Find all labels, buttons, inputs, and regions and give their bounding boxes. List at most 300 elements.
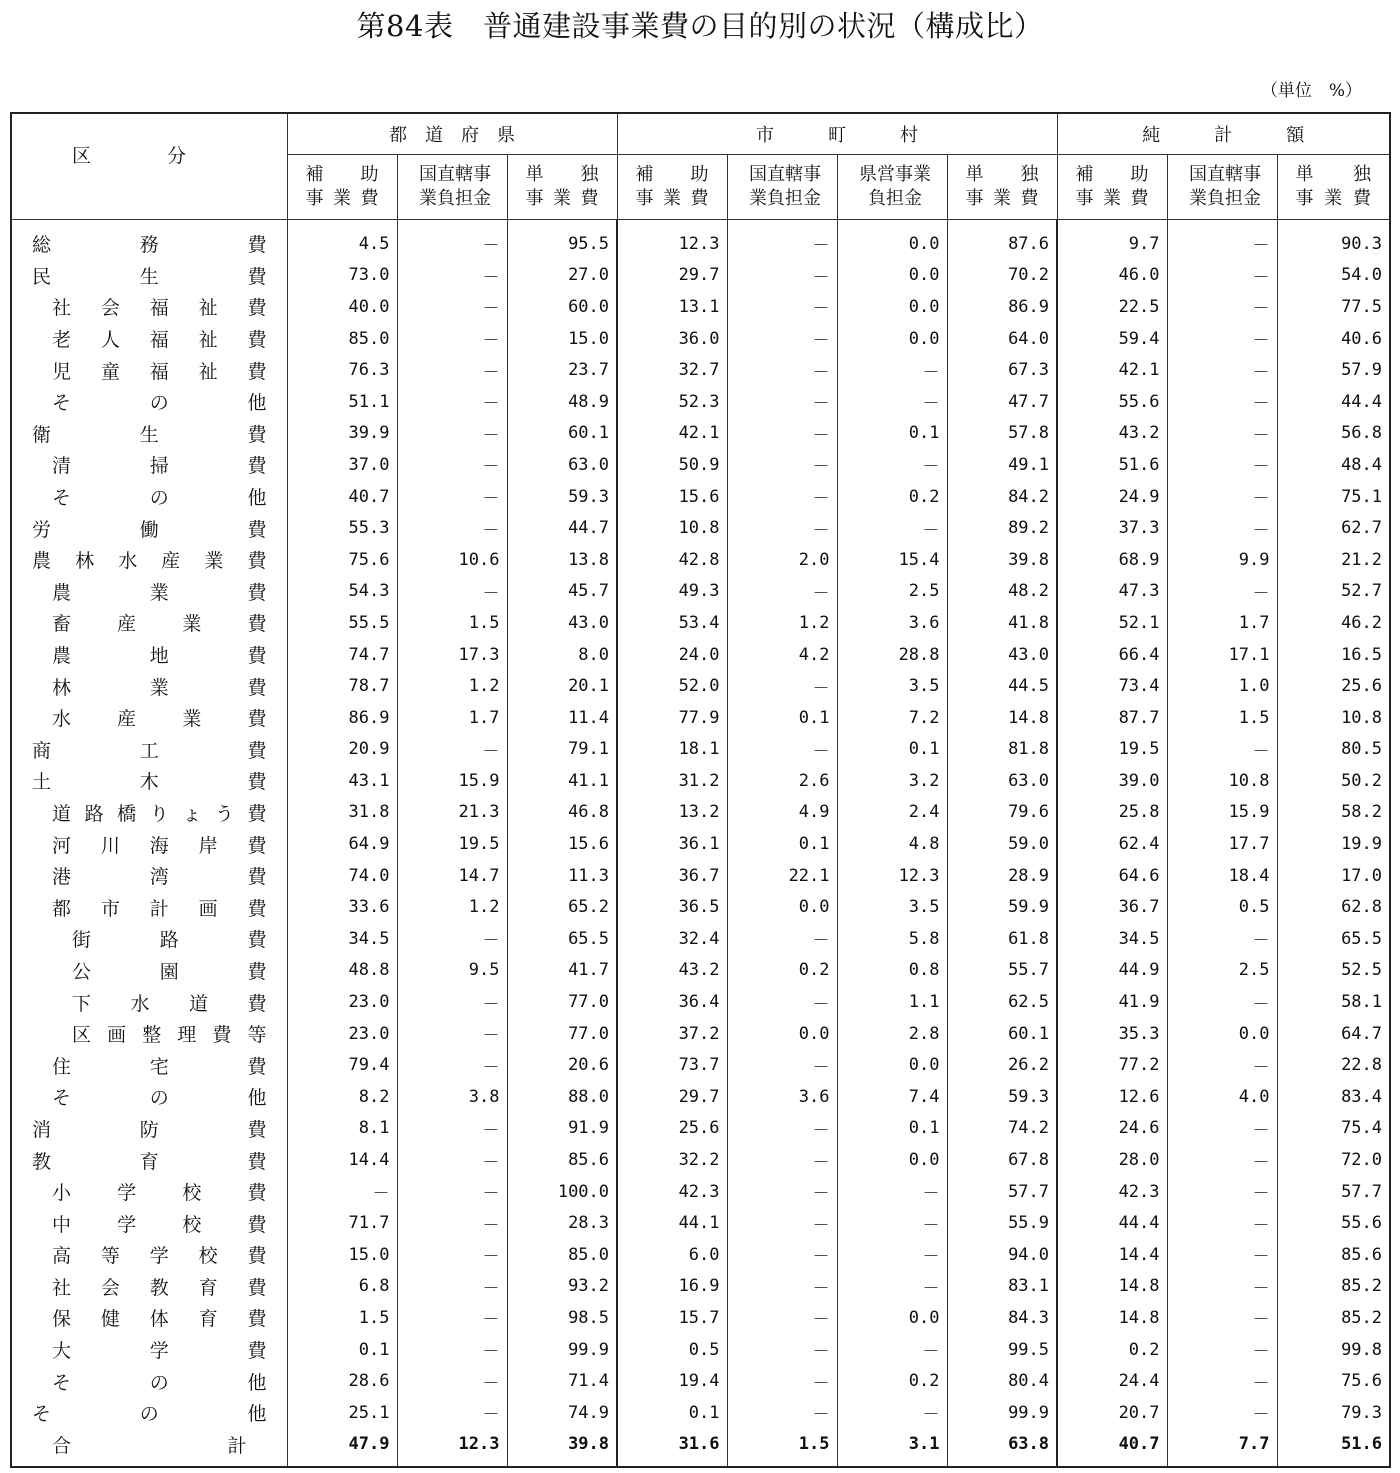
value-cell: 73.7 — [617, 1049, 727, 1081]
row-label-char: 港 — [52, 866, 72, 889]
row-label — [52, 704, 267, 731]
value-cell: 61.8 — [947, 923, 1057, 955]
table-row — [11, 354, 1390, 386]
table-row — [11, 1302, 1390, 1334]
row-label — [52, 578, 267, 605]
row-label-char: 費 — [247, 423, 267, 446]
row-label-char: 宅 — [149, 1055, 169, 1078]
value-cell: 57.9 — [1277, 354, 1390, 386]
row-label-char: 区 — [72, 1024, 92, 1047]
value-cell: 51.6 — [1277, 1429, 1390, 1468]
value-cell: － — [727, 1113, 837, 1145]
row-label-char: 生 — [139, 265, 159, 288]
value-cell: 0.0 — [727, 891, 837, 923]
value-cell: 3.8 — [397, 1081, 507, 1113]
value-cell: 8.2 — [287, 1081, 397, 1113]
value-cell: 44.4 — [1277, 386, 1390, 418]
value-cell: 55.9 — [947, 1207, 1057, 1239]
row-label-char: 育 — [139, 1150, 159, 1173]
table-row — [11, 260, 1390, 292]
row-label-char: 保 — [52, 1308, 72, 1331]
table-row — [11, 323, 1390, 355]
row-label-char: 街 — [72, 929, 92, 952]
row-label-char: そ — [52, 487, 72, 510]
value-cell: － — [837, 1176, 947, 1208]
value-cell: 57.7 — [1277, 1176, 1390, 1208]
value-cell: 22.1 — [727, 860, 837, 892]
row-label-char: 畜 — [52, 613, 72, 636]
value-cell: 23.7 — [507, 354, 617, 386]
value-cell: 75.6 — [287, 544, 397, 576]
row-label-cell — [11, 291, 287, 323]
group-label-net: 純 計 額 — [1142, 125, 1305, 146]
row-label — [32, 420, 267, 447]
value-cell: 1.7 — [397, 702, 507, 734]
value-cell: 71.4 — [507, 1365, 617, 1397]
value-cell: 52.3 — [617, 386, 727, 418]
value-cell: 36.7 — [617, 860, 727, 892]
value-cell: 37.3 — [1057, 512, 1167, 544]
value-cell: 7.7 — [1167, 1429, 1277, 1468]
value-cell: － — [1167, 220, 1277, 260]
value-cell: 47.3 — [1057, 576, 1167, 608]
value-cell: － — [1167, 1239, 1277, 1271]
value-cell: 77.0 — [507, 986, 617, 1018]
value-cell: － — [837, 1271, 947, 1303]
row-label-char: 費 — [247, 708, 267, 731]
row-label-char: 高 — [52, 1245, 72, 1268]
row-label-char: 福 — [149, 329, 169, 352]
row-label-char: 他 — [247, 1087, 267, 1110]
row-label-char: 水 — [52, 708, 72, 731]
row-label-char: 林 — [75, 550, 95, 573]
value-cell: 18.1 — [617, 734, 727, 766]
row-label-cell — [11, 544, 287, 576]
row-label-cell — [11, 449, 287, 481]
value-cell: 79.6 — [947, 797, 1057, 829]
row-label-char: 大 — [52, 1340, 72, 1363]
table-row — [11, 449, 1390, 481]
value-cell: 47.9 — [287, 1429, 397, 1468]
value-cell: 32.7 — [617, 354, 727, 386]
value-cell: 99.5 — [947, 1334, 1057, 1366]
value-cell: 14.8 — [1057, 1302, 1167, 1334]
value-cell: 14.4 — [287, 1144, 397, 1176]
table-row — [11, 481, 1390, 513]
value-cell: 74.9 — [507, 1397, 617, 1429]
value-cell: 19.5 — [1057, 734, 1167, 766]
value-cell: － — [727, 1176, 837, 1208]
row-label-char: 他 — [247, 1371, 267, 1394]
row-label — [52, 1083, 267, 1110]
row-label-char: 会 — [100, 1276, 120, 1299]
value-cell: － — [397, 1365, 507, 1397]
value-cell: 14.8 — [1057, 1271, 1167, 1303]
row-label-char: 費 — [247, 866, 267, 889]
value-cell: 48.8 — [287, 955, 397, 987]
value-cell: 0.1 — [727, 702, 837, 734]
row-label — [52, 388, 267, 415]
value-cell: 22.5 — [1057, 291, 1167, 323]
value-cell: 5.8 — [837, 923, 947, 955]
row-label-char: 費 — [247, 518, 267, 541]
value-cell: 37.0 — [287, 449, 397, 481]
row-label-char: 費 — [247, 771, 267, 794]
value-cell: 89.2 — [947, 512, 1057, 544]
row-label-cell — [11, 354, 287, 386]
row-label-cell — [11, 1176, 287, 1208]
value-cell: 34.5 — [287, 923, 397, 955]
value-cell: 44.4 — [1057, 1207, 1167, 1239]
row-label-cell — [11, 765, 287, 797]
value-cell: 59.3 — [507, 481, 617, 513]
value-cell: － — [1167, 1144, 1277, 1176]
row-label-char: 理 — [177, 1024, 197, 1047]
column-header — [1277, 155, 1390, 220]
row-label-char: 費 — [247, 1213, 267, 1236]
value-cell: 41.9 — [1057, 986, 1167, 1018]
value-cell: － — [397, 418, 507, 450]
value-cell: 1.0 — [1167, 670, 1277, 702]
row-label-char: 土 — [32, 771, 52, 794]
row-label — [52, 325, 267, 352]
row-label-char: 学 — [149, 1340, 169, 1363]
row-label — [32, 546, 267, 573]
row-label-char: 教 — [32, 1150, 52, 1173]
value-cell: 75.1 — [1277, 481, 1390, 513]
value-cell: 41.8 — [947, 607, 1057, 639]
value-cell: 73.0 — [287, 260, 397, 292]
row-label-char: 費 — [247, 455, 267, 478]
value-cell: 77.2 — [1057, 1049, 1167, 1081]
value-cell: 0.2 — [727, 955, 837, 987]
value-cell: 4.8 — [837, 828, 947, 860]
row-label-cell — [11, 639, 287, 671]
row-label — [52, 894, 267, 921]
value-cell: 45.7 — [507, 576, 617, 608]
value-cell: 42.1 — [617, 418, 727, 450]
row-label-char: 業 — [204, 550, 224, 573]
row-label-char: 水 — [130, 992, 150, 1015]
column-header-line: 事業費 — [525, 188, 599, 209]
value-cell: 29.7 — [617, 260, 727, 292]
value-cell: 52.1 — [1057, 607, 1167, 639]
row-label-char: 等 — [100, 1245, 120, 1268]
value-cell: 57.8 — [947, 418, 1057, 450]
value-cell: 28.6 — [287, 1365, 397, 1397]
value-cell: 1.2 — [397, 670, 507, 702]
value-cell: 55.6 — [1277, 1207, 1390, 1239]
row-label — [32, 767, 267, 794]
value-cell: 0.1 — [617, 1397, 727, 1429]
row-label-cell — [11, 1113, 287, 1145]
value-cell: 13.2 — [617, 797, 727, 829]
row-label — [72, 957, 267, 984]
value-cell: 52.5 — [1277, 955, 1390, 987]
value-cell: 77.9 — [617, 702, 727, 734]
value-cell: 3.6 — [837, 607, 947, 639]
row-label-char: 費 — [247, 297, 267, 320]
table-row — [11, 828, 1390, 860]
row-label-char: 林 — [52, 676, 72, 699]
value-cell: － — [1167, 986, 1277, 1018]
group-label-pref: 都 道 府 県 — [389, 125, 515, 146]
value-cell: － — [727, 1144, 837, 1176]
value-cell: 62.7 — [1277, 512, 1390, 544]
value-cell: 71.7 — [287, 1207, 397, 1239]
row-label-char: そ — [52, 392, 72, 415]
value-cell: 88.0 — [507, 1081, 617, 1113]
value-cell: 19.5 — [397, 828, 507, 860]
value-cell: 57.7 — [947, 1176, 1057, 1208]
value-cell: － — [727, 260, 837, 292]
value-cell: 1.5 — [287, 1302, 397, 1334]
value-cell: 49.1 — [947, 449, 1057, 481]
row-label — [32, 1147, 267, 1174]
value-cell: 17.7 — [1167, 828, 1277, 860]
row-label-cell — [11, 323, 287, 355]
row-label-cell — [11, 670, 287, 702]
row-label-char: 整 — [142, 1024, 162, 1047]
row-label-char: 産 — [161, 550, 181, 573]
row-label-char: う — [214, 802, 234, 825]
row-label — [52, 1241, 267, 1268]
value-cell: － — [727, 986, 837, 1018]
value-cell: 59.3 — [947, 1081, 1057, 1113]
value-cell: 4.5 — [287, 220, 397, 260]
table-row — [11, 1081, 1390, 1113]
value-cell: － — [1167, 1113, 1277, 1145]
row-label-cell — [11, 1397, 287, 1429]
value-cell: 15.6 — [617, 481, 727, 513]
value-cell: 59.0 — [947, 828, 1057, 860]
row-label — [52, 451, 267, 478]
row-label-cell — [11, 1271, 287, 1303]
row-label-char: 農 — [52, 645, 72, 668]
value-cell: 4.9 — [727, 797, 837, 829]
column-header-line: 単 独 — [1295, 164, 1372, 185]
value-cell: 60.1 — [947, 1018, 1057, 1050]
row-label-cell — [11, 607, 287, 639]
row-label-char: 消 — [32, 1118, 52, 1141]
value-cell: － — [1167, 1271, 1277, 1303]
row-label-char: 費 — [247, 802, 267, 825]
row-label-char: 工 — [139, 739, 159, 762]
row-label — [52, 831, 267, 858]
row-label-char: 路 — [84, 802, 104, 825]
value-cell: － — [727, 323, 837, 355]
value-cell: 50.9 — [617, 449, 727, 481]
column-header-line: 補 助 — [1075, 164, 1149, 185]
value-cell: 37.2 — [617, 1018, 727, 1050]
value-cell: 1.2 — [397, 891, 507, 923]
group-label-muni: 市 町 村 — [756, 125, 919, 146]
value-cell: 24.9 — [1057, 481, 1167, 513]
value-cell: 64.9 — [287, 828, 397, 860]
value-cell: － — [397, 512, 507, 544]
row-label-char: 木 — [139, 771, 159, 794]
value-cell: 48.9 — [507, 386, 617, 418]
column-header-line: 業負担金 — [419, 188, 491, 209]
row-label-char: 農 — [32, 550, 52, 573]
value-cell: 48.2 — [947, 576, 1057, 608]
value-cell: 76.3 — [287, 354, 397, 386]
row-label-char: 計 — [227, 1434, 247, 1457]
value-cell: 87.7 — [1057, 702, 1167, 734]
value-cell: 79.4 — [287, 1049, 397, 1081]
value-cell: 70.2 — [947, 260, 1057, 292]
column-header-line: 事業費 — [1075, 188, 1149, 209]
row-label — [52, 293, 267, 320]
value-cell: 0.2 — [1057, 1334, 1167, 1366]
row-label-char: 童 — [100, 360, 120, 383]
value-cell: 99.8 — [1277, 1334, 1390, 1366]
value-cell: 85.2 — [1277, 1271, 1390, 1303]
value-cell: － — [1167, 481, 1277, 513]
value-cell: 98.5 — [507, 1302, 617, 1334]
row-label — [52, 799, 267, 826]
row-label-char: 清 — [52, 455, 72, 478]
row-label-char: 費 — [247, 234, 267, 257]
row-label-char: 橋 — [117, 802, 137, 825]
value-cell: 43.0 — [947, 639, 1057, 671]
value-cell: 62.4 — [1057, 828, 1167, 860]
value-cell: 39.0 — [1057, 765, 1167, 797]
value-cell: 27.0 — [507, 260, 617, 292]
row-label-char: 都 — [52, 897, 72, 920]
value-cell: 11.4 — [507, 702, 617, 734]
table-row — [11, 576, 1390, 608]
value-cell: 36.4 — [617, 986, 727, 1018]
row-label-char: 総 — [32, 234, 52, 257]
value-cell: 2.0 — [727, 544, 837, 576]
value-cell: 20.9 — [287, 734, 397, 766]
column-header — [287, 155, 397, 220]
group-header-net — [1057, 113, 1390, 155]
value-cell: － — [397, 291, 507, 323]
value-cell: 4.0 — [1167, 1081, 1277, 1113]
value-cell: － — [1167, 449, 1277, 481]
value-cell: － — [397, 354, 507, 386]
value-cell: － — [727, 1049, 837, 1081]
table-row — [11, 1144, 1390, 1176]
value-cell: － — [1167, 323, 1277, 355]
row-label-char: 産 — [117, 708, 137, 731]
value-cell: 10.8 — [617, 512, 727, 544]
value-cell: 53.4 — [617, 607, 727, 639]
value-cell: 20.7 — [1057, 1397, 1167, 1429]
value-cell: 36.1 — [617, 828, 727, 860]
value-cell: 3.1 — [837, 1429, 947, 1468]
value-cell: 63.8 — [947, 1429, 1057, 1468]
column-header — [507, 155, 617, 220]
value-cell: 8.0 — [507, 639, 617, 671]
row-label — [52, 1178, 267, 1205]
row-label-char: 市 — [100, 897, 120, 920]
value-cell: － — [397, 1049, 507, 1081]
value-cell: 58.2 — [1277, 797, 1390, 829]
value-cell: 28.3 — [507, 1207, 617, 1239]
value-cell: 15.7 — [617, 1302, 727, 1334]
row-label-cell — [11, 220, 287, 260]
table-row — [11, 1334, 1390, 1366]
value-cell: 0.2 — [837, 481, 947, 513]
column-header-line: 業負担金 — [1189, 188, 1262, 209]
value-cell: 52.0 — [617, 670, 727, 702]
value-cell: 36.5 — [617, 891, 727, 923]
value-cell: 91.9 — [507, 1113, 617, 1145]
value-cell: 0.0 — [837, 323, 947, 355]
value-cell: 65.5 — [507, 923, 617, 955]
row-label-cell — [11, 1334, 287, 1366]
value-cell: － — [727, 1334, 837, 1366]
value-cell: 10.8 — [1167, 765, 1277, 797]
value-cell: 59.4 — [1057, 323, 1167, 355]
value-cell: － — [727, 670, 837, 702]
value-cell: 22.8 — [1277, 1049, 1390, 1081]
value-cell: － — [727, 576, 837, 608]
value-cell: 2.6 — [727, 765, 837, 797]
value-cell: 67.8 — [947, 1144, 1057, 1176]
row-label-char: り — [149, 802, 169, 825]
table-row — [11, 220, 1390, 260]
value-cell: 50.2 — [1277, 765, 1390, 797]
value-cell: 12.6 — [1057, 1081, 1167, 1113]
row-label-cell — [11, 986, 287, 1018]
row-label-char: 育 — [198, 1308, 218, 1331]
value-cell: 78.7 — [287, 670, 397, 702]
value-cell: 60.0 — [507, 291, 617, 323]
value-cell: 31.8 — [287, 797, 397, 829]
value-cell: 32.4 — [617, 923, 727, 955]
row-label-char: 費 — [247, 613, 267, 636]
row-label-char: の — [149, 392, 169, 415]
value-cell: － — [727, 449, 837, 481]
value-cell: 75.6 — [1277, 1365, 1390, 1397]
value-cell: － — [397, 481, 507, 513]
row-label — [32, 262, 267, 289]
row-label — [32, 515, 267, 542]
value-cell: － — [397, 1397, 507, 1429]
value-cell: 84.3 — [947, 1302, 1057, 1334]
value-cell: 0.0 — [727, 1018, 837, 1050]
row-label-char: の — [149, 487, 169, 510]
row-label-char: 働 — [139, 518, 159, 541]
value-cell: 7.4 — [837, 1081, 947, 1113]
value-cell: 36.0 — [617, 323, 727, 355]
value-cell: － — [397, 323, 507, 355]
value-cell: － — [397, 220, 507, 260]
row-label-char: 業 — [149, 676, 169, 699]
row-label-char: 小 — [52, 1182, 72, 1205]
group-header-muni — [617, 113, 1057, 155]
row-label-char: 道 — [188, 992, 208, 1015]
table-body — [11, 220, 1390, 1468]
value-cell: 86.9 — [287, 702, 397, 734]
value-cell: 25.1 — [287, 1397, 397, 1429]
row-label-char: 産 — [117, 613, 137, 636]
value-cell: 55.3 — [287, 512, 397, 544]
row-label — [52, 1431, 247, 1458]
value-cell: 15.9 — [1167, 797, 1277, 829]
column-header-line: 負担金 — [868, 188, 923, 209]
value-cell: 13.8 — [507, 544, 617, 576]
row-label — [52, 1273, 267, 1300]
column-header — [727, 155, 837, 220]
row-label-char: 費 — [247, 897, 267, 920]
value-cell: 41.1 — [507, 765, 617, 797]
value-cell: 2.5 — [837, 576, 947, 608]
